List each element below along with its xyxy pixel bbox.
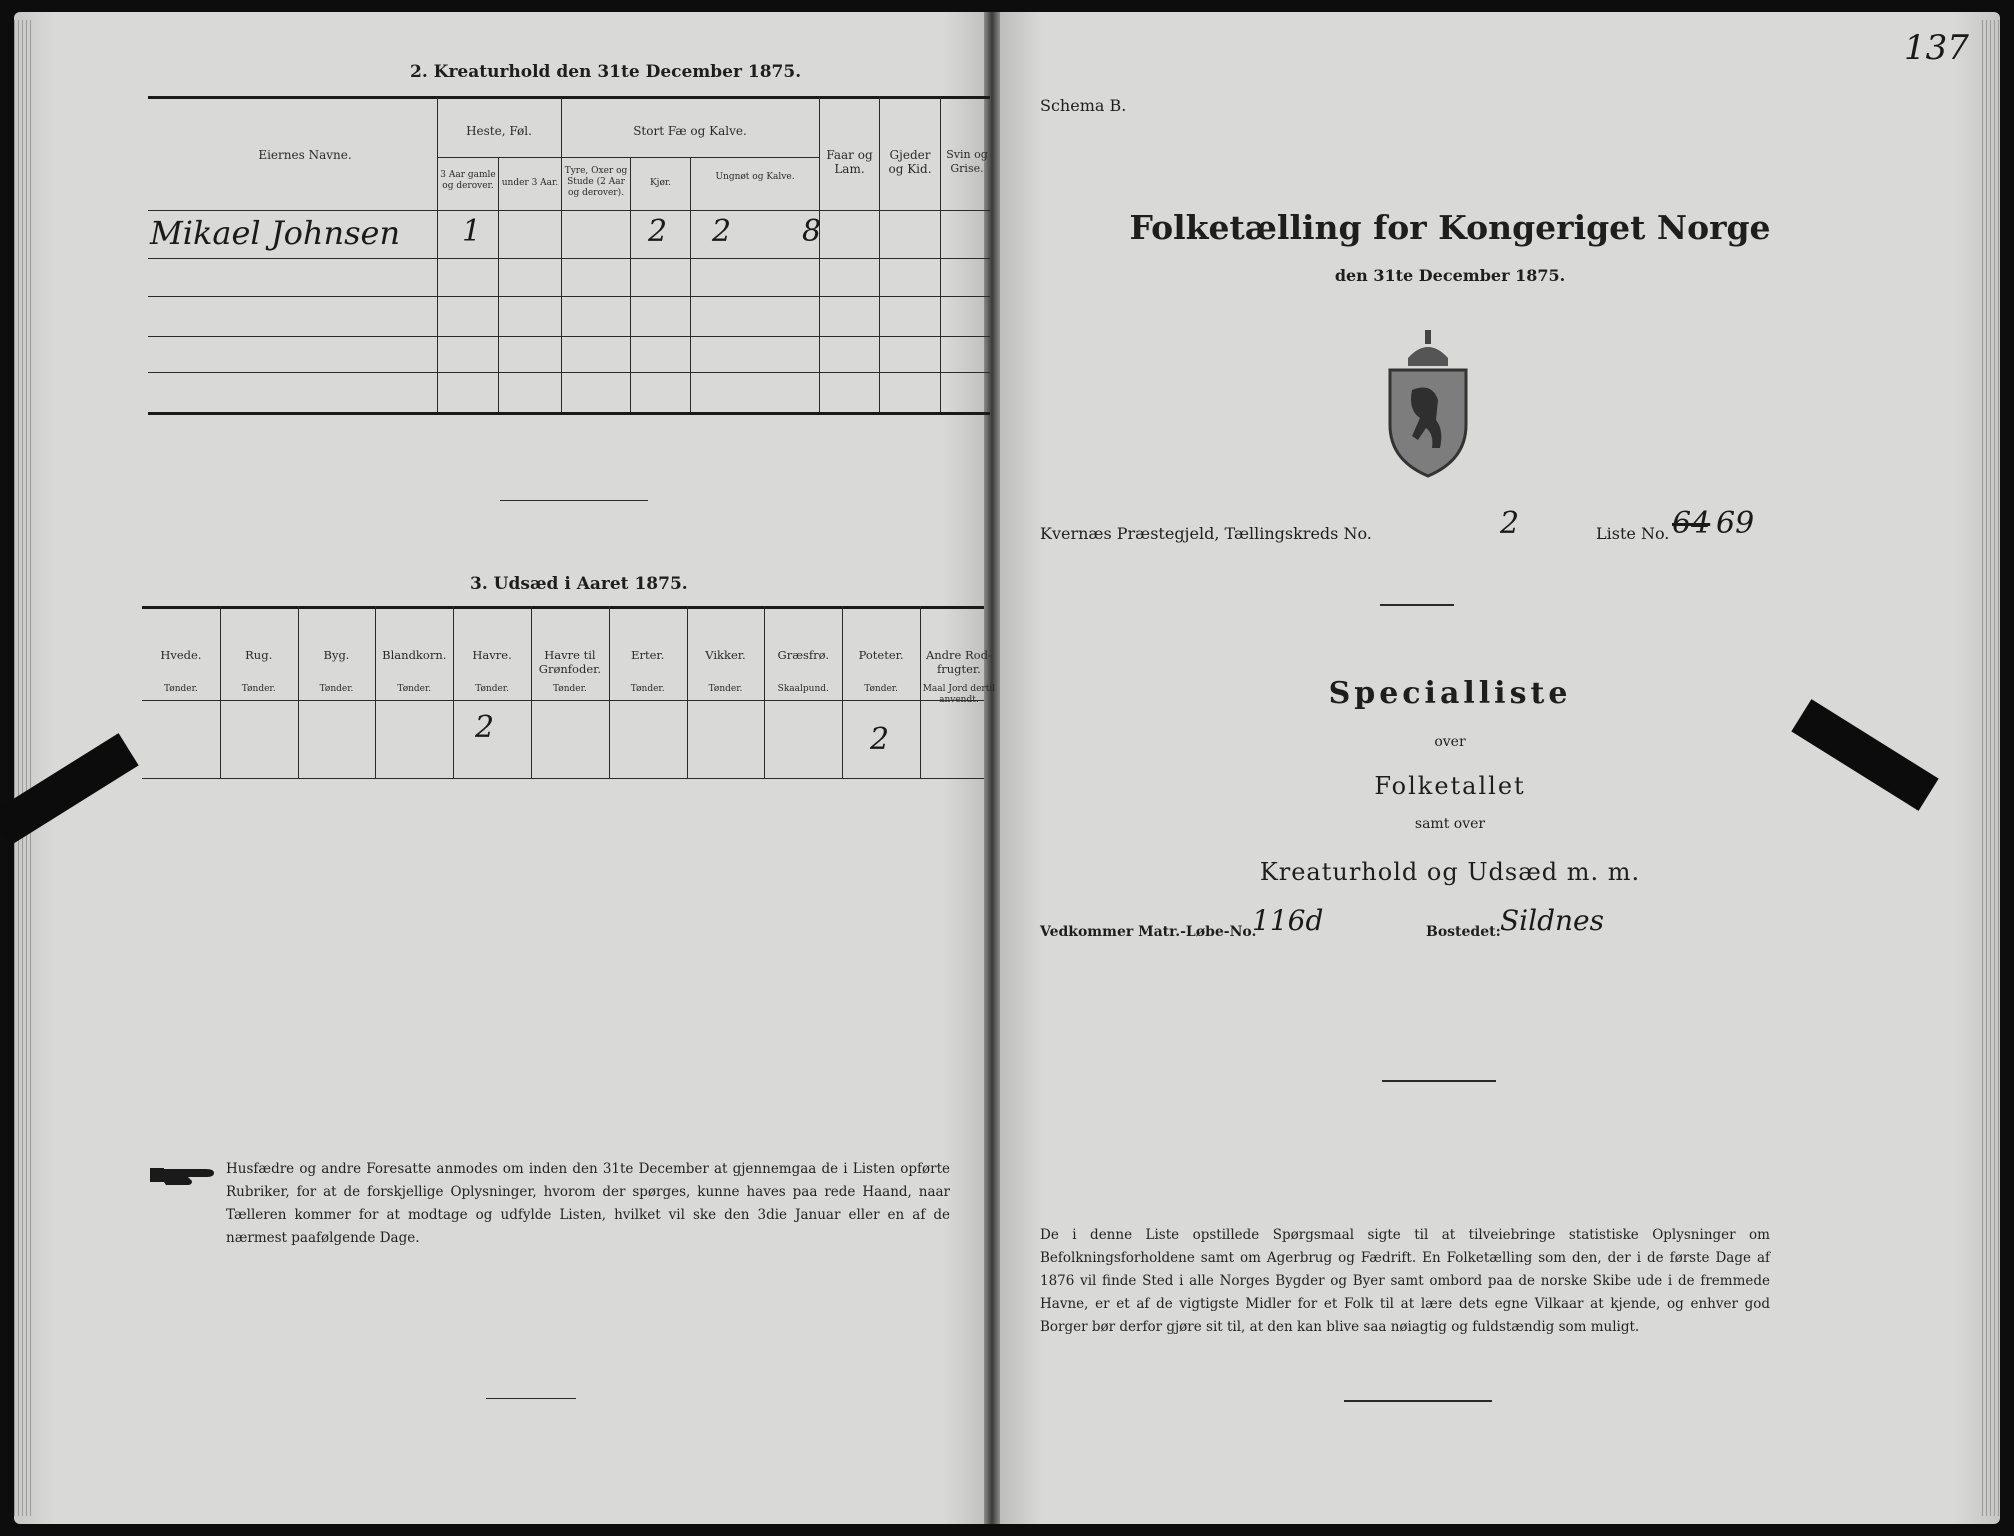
liste-label: Liste No. bbox=[1596, 524, 1670, 543]
crop-name: Græsfrø. bbox=[777, 648, 830, 662]
col-line bbox=[561, 96, 562, 412]
table-top-rule bbox=[148, 96, 990, 99]
owner-header: Eiernes Navne. bbox=[258, 148, 352, 162]
parish-label: Kvernæs Præstegjeld, Tællingskreds No. bbox=[1040, 524, 1372, 543]
section-3-title: 3. Udsæd i Aaret 1875. bbox=[470, 574, 688, 594]
crop-unit: Tønder. bbox=[864, 684, 898, 694]
heste-sub1: 3 Aar gamle og derover. bbox=[440, 170, 496, 191]
table-row-line bbox=[148, 372, 990, 373]
crop-unit: Skaalpund. bbox=[777, 684, 829, 694]
crop-unit: Tønder. bbox=[708, 684, 743, 694]
heste-value: 1 bbox=[462, 214, 482, 249]
crop-unit: Tønder. bbox=[630, 684, 665, 694]
owner-name-handwritten: Mikael Johnsen bbox=[150, 214, 401, 252]
schema-label: Schema B. bbox=[1040, 96, 1127, 115]
crop-table-header-rule bbox=[142, 700, 984, 701]
stort-sub2: Kjør. bbox=[649, 178, 672, 188]
col-line bbox=[879, 96, 880, 412]
divider bbox=[1382, 1080, 1496, 1082]
crop-col-line bbox=[920, 606, 921, 778]
heste-header: Heste, Føl. bbox=[466, 124, 532, 138]
crop-unit: Tønder. bbox=[319, 684, 354, 694]
crop-name: Havre. bbox=[472, 648, 512, 662]
crop-table-top bbox=[142, 606, 984, 609]
bottom-divider bbox=[486, 1398, 576, 1399]
faar-header: Faar og Lam. bbox=[826, 148, 873, 176]
crop-col-line bbox=[298, 606, 299, 778]
crop-col-line bbox=[220, 606, 221, 778]
left-footnote: Husfædre og andre Foresatte anmodes om inden den 31te December at gjennemgaa de i Listen opførte Rubriker, for at de forskjellige Oplysninger, hvorom der spørges, kunne haves paa rede Haand, naar Tælleren kommer for at modtage og udfylde Listen, hvilket vil ske den 3die Januar eller en af de nærmest paafølgende Dage. bbox=[226, 1161, 950, 1246]
matr-label: Vedkommer Matr.-Løbe-No. bbox=[1040, 924, 1257, 940]
stort-sub1: Tyre, Oxer og Stude (2 Aar og derover). bbox=[564, 166, 628, 198]
divider bbox=[1380, 604, 1454, 606]
crop-name: Blandkorn. bbox=[382, 648, 447, 662]
kreaturhold-label: Kreaturhold og Udsæd m. m. bbox=[1259, 858, 1641, 886]
right-footnote: De i denne Liste opstillede Spørgsmaal sigte til at tilveiebringe statistiske Oplysninger om Befolkningsforholdene samt om Agerbrug og Fædrift. En Folketælling som den, der i de første Dage af 1876 vil finde Sted i alle Norges Bygder og Byer samt ombord paa de norske Skibe ude i de fremmede Havne, er et af de vigtigste Midler for et Folk til at lære dets egne Vilkaar at kjende, og enhver god Borger bør derfor gjøre sit til, at den kan blive saa nøiagtig og fuldstændig som muligt. bbox=[1040, 1227, 1770, 1335]
crop-col-line bbox=[453, 606, 454, 778]
havre-value: 2 bbox=[475, 710, 495, 745]
ungnot-value: 2 bbox=[712, 214, 732, 249]
crop-name: Byg. bbox=[323, 648, 350, 662]
book-spine bbox=[984, 12, 1000, 1524]
stort-header: Stort Fæ og Kalve. bbox=[633, 124, 747, 138]
crop-col-line bbox=[842, 606, 843, 778]
page-number: 137 bbox=[1904, 28, 1969, 68]
title-date: den 31te December 1875. bbox=[1334, 266, 1566, 285]
divider bbox=[500, 500, 648, 501]
crop-unit: Maal Jord dertil anvendt. bbox=[922, 684, 996, 705]
crop-unit: Tønder. bbox=[164, 684, 198, 694]
matr-value: 116d bbox=[1252, 904, 1324, 937]
crop-table-bottom bbox=[142, 778, 984, 779]
crop-unit: Tønder. bbox=[241, 684, 276, 694]
poteter-value: 2 bbox=[870, 722, 890, 757]
crop-name: Vikker. bbox=[705, 648, 746, 662]
right-page-edge bbox=[1982, 20, 2000, 1516]
crop-col-line bbox=[764, 606, 765, 778]
crop-name: Andre Rod-frugter. bbox=[925, 648, 992, 676]
heste-sub2: under 3 Aar. bbox=[501, 178, 559, 188]
main-title: Folketælling for Kongeriget Norge bbox=[1129, 208, 1771, 247]
crop-name: Havre til Grønfoder. bbox=[538, 648, 602, 676]
pointing-hand-icon bbox=[148, 1160, 218, 1194]
crop-unit: Tønder. bbox=[475, 684, 509, 694]
crop-col-line bbox=[531, 606, 532, 778]
liste-number: 69 bbox=[1716, 506, 1755, 541]
bosted-value: Sildnes bbox=[1500, 904, 1604, 937]
col-line bbox=[940, 96, 941, 412]
crop-unit: Tønder. bbox=[397, 684, 432, 694]
crop-name: Rug. bbox=[245, 648, 273, 662]
gjeder-header: Gjeder og Kid. bbox=[888, 148, 932, 176]
stort-sub3: Ungnøt og Kalve. bbox=[715, 172, 795, 182]
section-2-title: 2. Kreaturhold den 31te December 1875. bbox=[410, 62, 802, 82]
bosted-label: Bostedet: bbox=[1426, 924, 1501, 940]
specialliste-title: Specialliste bbox=[1328, 676, 1572, 711]
crop-col-line bbox=[687, 606, 688, 778]
col-line bbox=[437, 96, 438, 412]
kjor-value: 2 bbox=[648, 214, 668, 249]
krets-number: 2 bbox=[1500, 506, 1520, 541]
table-bottom-rule bbox=[148, 412, 990, 415]
col-line bbox=[630, 157, 631, 412]
crop-col-line bbox=[375, 606, 376, 778]
table-row-line bbox=[148, 296, 990, 297]
liste-number-struck: 64 bbox=[1672, 506, 1711, 541]
table-header-rule bbox=[148, 210, 990, 211]
samt-over-label: samt over bbox=[1414, 816, 1486, 832]
crop-name: Poteter. bbox=[858, 648, 904, 662]
left-page-edge bbox=[14, 20, 32, 1516]
heste-group-rule bbox=[437, 157, 561, 158]
crop-col-line bbox=[609, 606, 610, 778]
folketallet-label: Folketallet bbox=[1374, 772, 1526, 800]
table-row-line bbox=[148, 258, 990, 259]
col-line bbox=[690, 157, 691, 412]
table-row-line bbox=[148, 336, 990, 337]
coat-of-arms-icon bbox=[1378, 330, 1478, 484]
col-line bbox=[498, 157, 499, 412]
faar-value: 8 bbox=[802, 214, 822, 249]
crop-name: Erter. bbox=[631, 648, 665, 662]
crop-unit: Tønder. bbox=[553, 684, 587, 694]
svin-header: Svin og Grise. bbox=[946, 148, 988, 175]
over-label: over bbox=[1434, 734, 1466, 750]
crop-name: Hvede. bbox=[160, 648, 202, 662]
col-line bbox=[819, 96, 820, 412]
bottom-divider bbox=[1344, 1400, 1492, 1402]
